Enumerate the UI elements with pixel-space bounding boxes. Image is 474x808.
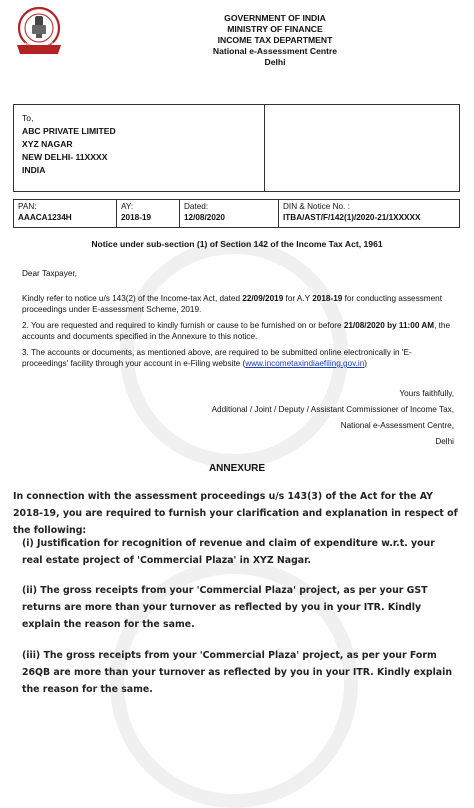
logo-banner-text: INCOME TAX DEPARTMENT: [16, 42, 62, 46]
paragraph-1: [22, 293, 454, 315]
ay-value: 2018-19: [121, 213, 152, 222]
address-line-2: XYZ NAGAR: [22, 139, 73, 149]
notice-title: Notice under sub-section (1) of Section 142 of the Income Tax Act, 1961: [91, 239, 383, 249]
p3-text-a: 3. The accounts or documents, as mentioned above, are required to be submitted online electronically in 'E-proceedings' facility through your account in e-Filing website (: [22, 348, 412, 368]
signature-line-3: National e-Assessment Centre,: [340, 421, 454, 430]
annexure-title: ANNEXURE: [208, 463, 266, 474]
notice-info-table: [13, 199, 460, 228]
dated-cell: [180, 200, 279, 227]
annexure-item-2: (ii) The gross receipts from your 'Commercial Plaza' project, as per your GST returns are more than your turnover as reflected by you in your ITR. Kindly explain the reason for the same.: [22, 585, 428, 630]
annexure-item-3: (iii) The gross receipts from your 'Commercial Plaza' project, as per your Form 26QB are more than your turnover as reflected by you in your ITR. Kindly explain the reason for the same.: [22, 650, 453, 695]
header-line-1: GOVERNMENT OF INDIA: [224, 13, 326, 23]
din-label: DIN & Notice No. :: [283, 202, 350, 211]
signature-line-2: Additional / Joint / Deputy / Assistant Commissioner of Income Tax,: [211, 405, 454, 414]
dated-value: 12/08/2020: [184, 213, 225, 222]
pan-label: PAN:: [18, 202, 37, 211]
pan-value: AAACA1234H: [18, 213, 72, 222]
header-line-4: National e-Assessment Centre: [212, 46, 338, 56]
signature-line-4: Delhi: [435, 437, 454, 446]
p1-text-c: for conducting assessment proceedings under E-assessment Scheme, 2019.: [22, 294, 442, 314]
header-line-5: Delhi: [264, 57, 286, 67]
p1-text-a: Kindly refer to notice u/s 143(2) of the Income-tax Act, dated: [22, 294, 243, 303]
din-cell: [279, 200, 458, 227]
address-box-divider: [264, 104, 265, 192]
paragraph-2: [22, 320, 454, 342]
address-line-4: INDIA: [22, 165, 46, 175]
din-value: ITBA/AST/F/142(1)/2020-21/1XXXXX: [283, 213, 421, 222]
header-line-3: INCOME TAX DEPARTMENT: [217, 35, 333, 45]
annexure-intro: In connection with the assessment proceedings u/s 143(3) of the Act for the AY 2018-19, you are required to furnish your clarification and explanation in respect of the following:: [13, 491, 458, 536]
p2-text-a: 2. You are requested and required to kindly furnish or cause to be furnished on or before: [22, 321, 344, 330]
department-header: [150, 13, 400, 68]
header-line-2: MINISTRY OF FINANCE: [227, 24, 323, 34]
p1-ay: 2018-19: [312, 294, 343, 303]
ay-cell: [117, 200, 180, 227]
paragraph-3: [22, 347, 454, 369]
annexure-item-1: (i) Justification for recognition of revenue and claim of expenditure w.r.t. your real estate project of 'Commercial Plaza' in XYZ Nagar.: [22, 538, 435, 566]
recipient-address: [22, 112, 116, 177]
salutation: Dear Taxpayer,: [22, 269, 77, 278]
signature-line-1: Yours faithfully,: [399, 389, 454, 398]
efiling-website-link[interactable]: www.incometaxindiaefiling.gov.in: [245, 359, 365, 368]
ay-label: AY:: [121, 202, 134, 211]
p3-text-b: ): [364, 359, 368, 368]
dated-label: Dated:: [184, 202, 209, 211]
p1-notice-date: 22/09/2019: [242, 294, 284, 303]
pan-cell: [14, 200, 117, 227]
income-tax-logo: [11, 5, 67, 57]
address-line-3: NEW DELHI- 11XXXX: [22, 152, 108, 162]
address-to: To,: [22, 113, 34, 123]
address-line-1: ABC PRIVATE LIMITED: [22, 126, 116, 136]
signature-block: [212, 386, 454, 450]
p2-text-b: , the accounts and documents specified in the Annexure to this notice.: [22, 321, 451, 341]
p2-deadline: 21/08/2020 by 11:00 AM: [343, 321, 435, 330]
p1-text-b: for A.Y: [283, 294, 313, 303]
